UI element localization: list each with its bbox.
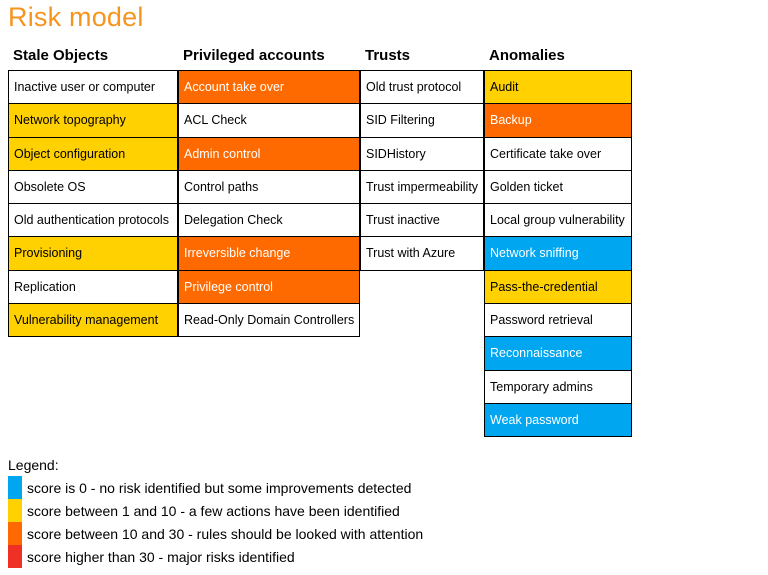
risk-rule-cell: Reconnaissance xyxy=(485,337,631,370)
legend-text: score between 1 and 10 - a few actions have been identified xyxy=(27,502,400,519)
legend xyxy=(8,457,423,568)
column-cells xyxy=(484,70,632,437)
legend-swatch xyxy=(8,499,22,522)
column-anomalies xyxy=(484,47,632,437)
column-cells xyxy=(360,70,484,271)
column-cells xyxy=(178,70,360,337)
legend-item xyxy=(8,476,423,499)
column-trusts xyxy=(360,47,484,271)
legend-item xyxy=(8,545,423,568)
legend-text: score is 0 - no risk identified but some improvements detected xyxy=(27,479,412,496)
risk-rule-cell: Trust with Azure xyxy=(361,237,483,270)
legend-swatch xyxy=(8,545,22,568)
legend-item xyxy=(8,522,423,545)
risk-rule-cell: Account take over xyxy=(179,71,359,104)
column-stale-objects xyxy=(8,47,178,337)
legend-text: score between 10 and 30 - rules should be looked with attention xyxy=(27,525,424,542)
risk-rule-cell: Certificate take over xyxy=(485,138,631,171)
risk-rule-cell: Old authentication protocols xyxy=(9,204,177,237)
risk-rule-cell: Network topography xyxy=(9,104,177,137)
risk-rule-cell: Temporary admins xyxy=(485,371,631,404)
risk-rule-cell: Trust impermeability xyxy=(361,171,483,204)
risk-rule-cell: Delegation Check xyxy=(179,204,359,237)
risk-rule-cell: Old trust protocol xyxy=(361,71,483,104)
legend-swatch xyxy=(8,476,22,499)
risk-rule-cell: Provisioning xyxy=(9,237,177,270)
risk-rule-cell: Vulnerability management xyxy=(9,304,177,337)
legend-text: score higher than 30 - major risks identified xyxy=(27,548,295,565)
risk-rule-cell: ACL Check xyxy=(179,104,359,137)
risk-rule-cell: Weak password xyxy=(485,404,631,437)
risk-rule-cell: Pass-the-credential xyxy=(485,271,631,304)
legend-title: Legend: xyxy=(8,457,59,473)
risk-rule-cell: Irreversible change xyxy=(179,237,359,270)
risk-rule-cell: Obsolete OS xyxy=(9,171,177,204)
risk-rule-cell: Trust inactive xyxy=(361,204,483,237)
legend-item xyxy=(8,499,423,522)
risk-rule-cell: Admin control xyxy=(179,138,359,171)
column-cells xyxy=(8,70,178,337)
risk-rule-cell: Control paths xyxy=(179,171,359,204)
risk-rule-cell: SID Filtering xyxy=(361,104,483,137)
risk-rule-cell: Audit xyxy=(485,71,631,104)
risk-rule-cell: Object configuration xyxy=(9,138,177,171)
column-header: Trusts xyxy=(365,47,411,64)
column-header: Anomalies xyxy=(489,47,565,64)
risk-rule-cell: Golden ticket xyxy=(485,171,631,204)
risk-rule-cell: Local group vulnerability xyxy=(485,204,631,237)
legend-swatch xyxy=(8,522,22,545)
risk-rule-cell: Inactive user or computer xyxy=(9,71,177,104)
risk-rule-cell: SIDHistory xyxy=(361,138,483,171)
column-header: Stale Objects xyxy=(13,47,109,64)
risk-rule-cell: Privilege control xyxy=(179,271,359,304)
column-header: Privileged accounts xyxy=(183,47,325,64)
column-privileged-accounts xyxy=(178,47,360,337)
risk-rule-cell: Read-Only Domain Controllers xyxy=(179,304,359,337)
risk-rule-cell: Password retrieval xyxy=(485,304,631,337)
risk-rule-cell: Backup xyxy=(485,104,631,137)
risk-rule-cell: Replication xyxy=(9,271,177,304)
risk-rule-cell: Network sniffing xyxy=(485,237,631,270)
page-title: Risk model xyxy=(8,2,144,32)
legend-items xyxy=(8,476,423,568)
